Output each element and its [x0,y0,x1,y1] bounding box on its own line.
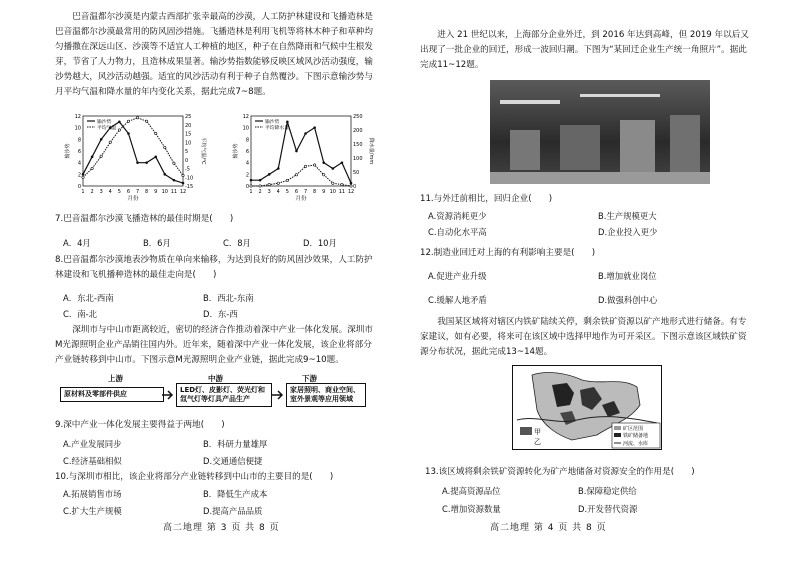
legend-iron-reserve: 铁矿储备地 [623,433,649,439]
question-12: 12.制造业回迁对上海的有利影响主要是( ) [420,248,596,258]
x-tick: 4 [108,189,112,195]
q12-option-c[interactable]: C.缓解人地矛盾 [428,295,487,305]
q13-option-c[interactable]: C.增加资源数量 [442,504,501,514]
data-point-sand [173,179,176,182]
y-axis-label-right: 平均气温/℃ [200,137,206,165]
x-tick: 10 [161,189,169,195]
x-tick: 5 [117,189,121,195]
q7-option-b[interactable]: B．6月 [143,238,171,248]
q10-option-d[interactable]: D.提高产品品质 [203,506,263,516]
map-label-yi: 乙 [534,438,541,446]
data-point-sand [350,182,353,185]
arrow-right-icon [272,389,286,401]
y-tick-right: 10 [185,140,192,147]
q12-option-d[interactable]: D.做强科创中心 [598,295,658,305]
y-tick-right: 250 [353,114,363,120]
q9-option-c[interactable]: C.经济基础相似 [63,456,122,466]
data-point-sand [164,173,167,176]
data-point-sand [286,121,289,124]
map-label-jia: 甲 [534,428,541,436]
y-tick-right: 200 [353,128,363,134]
data-point-climate [164,146,166,148]
q8-option-d[interactable]: D．东-西 [203,309,238,319]
chain-box-upstream: 原材料及零部件供应 [60,387,164,402]
y-tick-right: 100 [353,156,363,162]
data-point-sand [136,161,139,164]
series-line-sand [251,122,351,183]
data-point-climate [173,162,175,164]
legend-river-reservoir: 河流、水库 [623,441,649,447]
question-7: 7.巴音温都尔沙漠飞播造林的最佳时期是( ) [55,214,234,224]
y-tick-left: 6 [245,149,249,155]
legend-label-climate: 平均气温 [97,126,117,131]
data-point-climate [250,185,252,187]
x-tick: 2 [258,189,262,195]
data-point-sand [259,179,262,182]
y-tick-left: 8 [245,137,249,144]
q7-option-a[interactable]: A．4月 [63,238,91,248]
q10-option-b[interactable]: B．降低生产成本 [203,489,268,499]
q8-option-a[interactable]: A．东北-西南 [63,293,114,303]
x-tick: 7 [303,189,308,195]
y-tick-right: 50 [353,170,360,176]
q12-option-a[interactable]: A.促进产业升级 [428,271,487,281]
question-11: 11.与外迁前相比，回归企业( ) [420,194,553,204]
map-marker-jia [520,427,532,435]
data-point-sand [341,161,344,164]
legend-label-sand: 输沙势 [265,120,280,125]
chart-sand-precipitation [233,110,373,202]
q7-option-d[interactable]: D．10月 [303,238,337,248]
q8-option-c[interactable]: C．南-北 [63,309,97,319]
data-point-climate [91,167,93,169]
data-point-sand [268,173,271,176]
data-point-sand [332,167,335,170]
y-axis-label-right: 降水量/mm [368,137,374,165]
data-point-climate [145,120,147,122]
data-point-climate [323,174,325,176]
data-point-climate [82,176,84,178]
data-point-climate [118,129,120,131]
data-point-climate [127,120,129,122]
series-line-sand [83,122,183,183]
data-point-sand [118,121,121,124]
q11-option-c[interactable]: C.自动化水平高 [428,227,487,237]
data-point-climate [332,182,334,184]
q13-option-d[interactable]: D.开发替代资源 [578,504,638,514]
y-tick-right: -10 [185,175,194,182]
y-tick-right: 5 [185,149,189,155]
x-tick: 4 [276,189,280,195]
x-axis-label: 月份 [127,196,139,202]
q9-option-d[interactable]: D.交通通信便捷 [203,456,263,466]
data-point-climate [109,141,111,143]
x-tick: 8 [313,189,317,195]
data-point-climate [259,185,261,187]
legend-mining-area: 矿区范围 [623,426,644,432]
data-point-sand [182,182,185,185]
y-tick-left: 4 [245,160,249,167]
q9-option-b[interactable]: B．科研力量雄厚 [203,439,268,449]
data-point-climate [155,132,157,134]
x-tick: 11 [170,189,178,195]
x-tick: 9 [154,189,158,195]
y-tick-left: 12 [74,114,81,120]
data-point-sand [313,126,316,129]
data-point-sand [82,173,85,176]
q11-option-d[interactable]: D.企业投入更少 [598,227,658,237]
data-point-climate [341,183,343,185]
data-point-sand [91,156,94,159]
x-tick: 12 [347,189,355,195]
x-tick: 1 [81,189,85,195]
chain-box-midstream: LED灯、皮影灯、荧光灯和氙气灯等灯具产品生产 [176,383,272,407]
intro-passage-iron: 我国某区域将对辖区内铁矿陆续关停，剩余铁矿资源以矿产地形式进行储备。有专家建议，如有必要，将来可在该区域中选择甲地作为可开采区。下图示意该区域铁矿资源分布状况，据此完成13~14题。 [420,317,747,358]
industry-chain-diagram [60,373,360,409]
arrow-right-icon [162,389,176,401]
q11-option-b[interactable]: B.生产规模更大 [598,211,657,221]
x-tick: 6 [294,189,299,195]
q10-option-a[interactable]: A.拓展销售市场 [63,489,122,499]
data-point-sand [322,161,325,164]
data-point-sand [127,132,130,135]
x-tick: 5 [285,189,289,195]
data-point-climate [286,179,288,181]
x-tick: 3 [99,189,103,195]
data-point-sand [145,161,148,164]
chain-label-upstream: 上游 [108,374,123,383]
y-tick-left: 2 [245,172,249,179]
data-point-climate [182,174,184,176]
data-point-sand [154,156,157,159]
intro-passage-relocation: 进入 21 世纪以来，上海部分企业外迁，到 2016 年达到高峰，但 2019 年以后又出现了一批企业的回迁，形成一波回归潮。下图为“某回迁企业生产统一角照片”。据此完成11~12题。 [420,30,749,71]
legend-label-sand: 输沙势 [97,120,112,125]
page-footer-left: 高二地理 第 3 页 共 8 页 [163,523,280,533]
chain-label-downstream: 下游 [302,374,317,383]
question-13: 13.该区域将剩余铁矿资源转化为矿产地储备对资源安全的作用是( ) [425,467,695,477]
data-point-sand [295,150,298,153]
x-tick: 10 [329,189,337,195]
y-tick-right: 15 [185,131,192,138]
data-point-climate [136,117,138,119]
q12-option-b[interactable]: B.增加就业岗位 [598,271,657,281]
x-tick: 3 [267,189,271,195]
y-tick-left: 6 [77,149,81,155]
data-point-climate [100,155,102,157]
q9-option-a[interactable]: A.产业发展同步 [63,439,122,449]
data-point-climate [277,182,279,184]
q13-option-a[interactable]: A.提高资源品位 [442,486,501,496]
data-point-sand [100,138,103,141]
iron-ore-map [512,365,662,450]
x-tick: 12 [179,189,187,195]
data-point-climate [304,165,306,167]
x-tick: 1 [249,189,253,195]
y-tick-right: 0 [185,157,189,164]
y-tick-left: 12 [242,114,249,120]
page-footer-right: 高二地理 第 4 页 共 8 页 [490,523,607,533]
y-tick-left: 0 [77,184,81,190]
q10-option-c[interactable]: C.扩大生产规模 [63,506,122,516]
x-tick: 2 [90,189,94,195]
x-tick: 7 [135,189,140,195]
y-axis-label-left: 输沙势 [65,143,71,159]
x-axis-label: 月份 [295,196,307,202]
question-9: 9.深中产业一体化发展主要得益于两地( ) [55,420,225,430]
data-point-sand [277,167,280,170]
factory-photo [490,80,710,184]
q7-option-c[interactable]: C．8月 [223,238,251,248]
x-tick: 9 [322,189,326,195]
question-8: 8.巴音温都尔沙漠地表沙物质在单向来输移，为达到良好的防风固沙效果，人工防护林建设和飞机播种造林的最佳走向是( ) [55,255,373,280]
y-tick-left: 4 [77,160,81,167]
x-tick: 11 [338,189,346,195]
chain-label-midstream: 中游 [208,374,223,383]
left-page [55,0,375,561]
legend-label-climate: 平均降水量 [265,126,289,131]
y-tick-left: 0 [245,184,249,190]
y-tick-left: 8 [77,137,81,144]
y-tick-left: 2 [77,172,81,179]
data-point-climate [350,185,352,187]
data-point-climate [313,164,315,166]
q13-option-b[interactable]: B.保障稳定供给 [578,486,637,496]
data-point-climate [268,183,270,185]
q11-option-a[interactable]: A.资源消耗更少 [428,211,487,221]
data-point-climate [295,174,297,176]
y-tick-left: 10 [242,125,249,132]
intro-passage-sand: 巴音温都尔沙漠是内蒙古西部扩张幸最高的沙漠，人工防护林建设和飞播造林是巴音温都尔沙漠最常用的防风固沙措施。飞播造林是利用飞机等将林木种子和草种均匀播撒在深远山区、沙漠等不适宜人工种植的地区，种子在自然降雨和气候中生根发芽，节省了人力物力，且造林成果显著。输沙势指数能够反映区域风沙活动强度，输沙势越大，风沙活动越强。适宜的风沙活动有利于种子自然覆沙。下图示意输沙势与月平均气温和降水量的年内变化关系，据此完成7~8题。 [55,12,373,98]
chart-sand-temperature [65,110,205,202]
y-tick-right: -5 [185,166,190,173]
x-tick: 8 [145,189,149,195]
right-page [420,0,750,561]
y-tick-right: -15 [185,184,194,190]
data-point-sand [250,179,253,182]
intro-passage-lighting: 深圳市与中山市距离较近，密切的经济合作推动着深中产业一体化发展。深圳市M光源照明企业产品销往国内外。近年来，随着深中产业一体化发展，该企业将部分产业链转移到中山市。下图示意M光源照明企业产业链，据此完成9~10题。 [55,325,373,366]
chain-box-downstream: 家居照明、商业空间、室外景观等应用领域 [286,383,366,407]
y-tick-right: 20 [185,122,192,129]
x-tick: 6 [126,189,131,195]
y-tick-left: 10 [74,125,81,132]
question-10: 10.与深圳市相比，该企业将部分产业链转移到中山市的主要目的是( ) [55,472,334,482]
series-line-climate [251,165,351,186]
y-axis-label-left: 输沙势 [233,143,239,159]
y-tick-right: 25 [185,114,192,120]
y-tick-right: 150 [353,142,363,148]
q8-option-b[interactable]: B．西北-东南 [203,293,254,303]
y-tick-right: 0 [353,184,357,190]
data-point-sand [304,132,307,135]
